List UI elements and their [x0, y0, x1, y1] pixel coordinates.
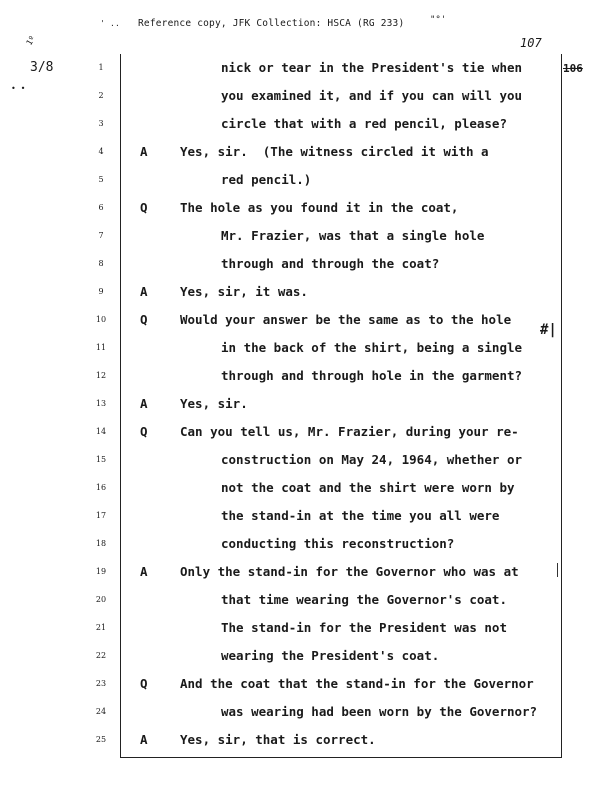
line-text: Would your answer be the same as to the hole — [180, 312, 512, 327]
transcript-line — [0, 338, 612, 358]
speaker-label: A — [140, 732, 148, 747]
transcript-line — [0, 674, 612, 694]
transcript-line — [0, 730, 612, 750]
transcript-line — [0, 506, 612, 526]
line-text: Only the stand-in for the Governor who was at — [180, 564, 519, 579]
page-number-struck: 106 — [563, 62, 583, 75]
header — [100, 18, 404, 29]
margin-note: 1º — [24, 34, 38, 47]
line-text: Yes, sir, that is correct. — [180, 732, 376, 747]
header-ticks: ' .. — [100, 19, 121, 28]
line-text: The hole as you found it in the coat, — [180, 200, 459, 215]
line-text: not the coat and the shirt were worn by — [221, 480, 515, 495]
line-number: 13 — [95, 399, 107, 408]
line-text: Can you tell us, Mr. Frazier, during your re- — [180, 424, 519, 439]
line-number: 5 — [98, 175, 104, 184]
line-number: 1 — [98, 63, 104, 72]
header-text: Reference copy, JFK Collection: HSCA (RG 233) — [138, 18, 405, 29]
transcript-line — [0, 590, 612, 610]
transcript-line — [0, 310, 612, 330]
line-number: 12 — [95, 371, 107, 380]
line-number: 2 — [98, 91, 104, 100]
transcript-line — [0, 142, 612, 162]
transcript-line — [0, 170, 612, 190]
line-number: 9 — [98, 287, 104, 296]
line-text: The stand-in for the President was not — [221, 620, 507, 635]
speaker-label: A — [140, 144, 148, 159]
line-text: conducting this reconstruction? — [221, 536, 455, 551]
transcript-line — [0, 366, 612, 386]
line-text: And the coat that the stand-in for the Governor — [180, 676, 534, 691]
line-number: 14 — [95, 427, 107, 436]
line-number: 20 — [95, 595, 107, 604]
line-text: Yes, sir, it was. — [180, 284, 308, 299]
transcript-line — [0, 618, 612, 638]
transcript-line — [0, 282, 612, 302]
line-number: 4 — [98, 147, 104, 156]
transcript-line — [0, 114, 612, 134]
transcript-line — [0, 58, 612, 78]
speaker-label: A — [140, 564, 148, 579]
line-text: was wearing had been worn by the Governor? — [221, 704, 538, 719]
line-number: 21 — [95, 623, 107, 632]
line-number: 23 — [95, 679, 107, 688]
line-number: 3 — [98, 119, 104, 128]
line-number: 17 — [95, 511, 107, 520]
line-number: 22 — [95, 651, 107, 660]
transcript-line — [0, 254, 612, 274]
line-number: 10 — [95, 315, 107, 324]
transcript-line — [0, 450, 612, 470]
line-text: through and through hole in the garment? — [221, 368, 523, 383]
transcript-line — [0, 702, 612, 722]
line-text: in the back of the shirt, being a single — [221, 340, 523, 355]
transcript-line — [0, 646, 612, 666]
speaker-label: A — [140, 284, 148, 299]
line-text: nick or tear in the President's tie when — [221, 60, 523, 75]
line-text: Yes, sir. (The witness circled it with a — [180, 144, 489, 159]
line-number: 18 — [95, 539, 107, 548]
page-number: 107 — [520, 36, 542, 50]
transcript-line — [0, 478, 612, 498]
line-text: Mr. Frazier, was that a single hole — [221, 228, 485, 243]
margin-dots: • • — [11, 84, 26, 93]
transcript-line — [0, 562, 612, 582]
line-text: that time wearing the Governor's coat. — [221, 592, 507, 607]
reel-number: 3/8 — [30, 60, 54, 75]
speaker-label: Q — [140, 676, 148, 691]
line-text: wearing the President's coat. — [221, 648, 440, 663]
line-number: 19 — [95, 567, 107, 576]
speaker-label: Q — [140, 424, 148, 439]
line-number: 6 — [98, 203, 104, 212]
line-number: 16 — [95, 483, 107, 492]
line-text: circle that with a red pencil, please? — [221, 116, 507, 131]
transcript-line — [0, 534, 612, 554]
transcript-line — [0, 86, 612, 106]
line-number: 7 — [98, 231, 104, 240]
line-number: 24 — [95, 707, 107, 716]
line-text: Yes, sir. — [180, 396, 248, 411]
transcript-line — [0, 198, 612, 218]
line-text: red pencil.) — [221, 172, 312, 187]
line-number: 15 — [95, 455, 107, 464]
transcript-line — [0, 394, 612, 414]
margin-marks: #| — [540, 322, 557, 338]
speaker-label: Q — [140, 200, 148, 215]
line-text: through and through the coat? — [221, 256, 440, 271]
speaker-label: Q — [140, 312, 148, 327]
transcript-line — [0, 226, 612, 246]
speaker-label: A — [140, 396, 148, 411]
line-number: 8 — [98, 259, 104, 268]
line-number: 11 — [95, 343, 107, 352]
transcript-line — [0, 422, 612, 442]
line-text: the stand-in at the time you all were — [221, 508, 500, 523]
line-number: 25 — [95, 735, 107, 744]
line-text: construction on May 24, 1964, whether or — [221, 452, 523, 467]
line-text: you examined it, and if you can will you — [221, 88, 523, 103]
archive-stamp: "°' — [430, 15, 447, 25]
